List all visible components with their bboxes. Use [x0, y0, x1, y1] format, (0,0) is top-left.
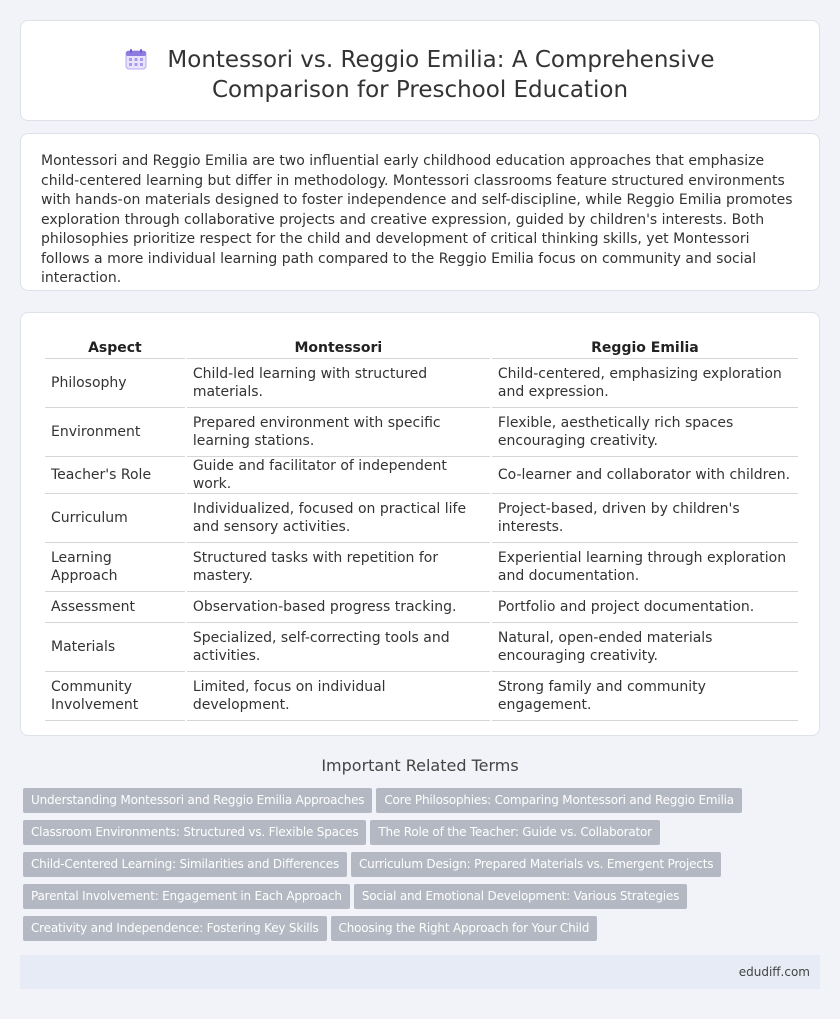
- related-term-link[interactable]: The Role of the Teacher: Guide vs. Collaborator: [370, 820, 660, 845]
- cell-montessori: Individualized, focused on practical life and sensory activities.: [187, 494, 490, 543]
- intro-paragraph: Montessori and Reggio Emilia are two influential early childhood education approaches that emphasize child-centered learning but differ in methodology. Montessori classrooms feature structured environments with hands-on materials designed to foster independence and self-discipline, while Reggio Emilia promotes exploration through collaborative projects and creative expression, guided by children's interests. Both philosophies prioritize respect for the child and development of critical thinking skills, yet Montessori follows a more individual learning path compared to the Reggio Emilia focus on community and social interaction.: [41, 153, 793, 286]
- related-term-link[interactable]: Creativity and Independence: Fostering Key Skills: [23, 916, 327, 941]
- footer-site-link[interactable]: edudiff.com: [738, 965, 810, 979]
- related-terms-list: [23, 788, 823, 948]
- cell-reggio-emilia: Portfolio and project documentation.: [492, 592, 798, 623]
- cell-montessori: Prepared environment with specific learning stations.: [187, 408, 490, 457]
- related-term-link[interactable]: Understanding Montessori and Reggio Emilia Approaches: [23, 788, 372, 813]
- cell-montessori: Specialized, self-correcting tools and activities.: [187, 623, 490, 672]
- cell-reggio-emilia: Project-based, driven by children's interests.: [492, 494, 798, 543]
- cell-reggio-emilia: Co-learner and collaborator with children.: [492, 457, 798, 494]
- table-header-row: [45, 333, 798, 359]
- intro-card: [20, 133, 820, 291]
- cell-aspect: Curriculum: [45, 494, 185, 543]
- cell-aspect: Philosophy: [45, 359, 185, 408]
- related-term-link[interactable]: Core Philosophies: Comparing Montessori and Reggio Emilia: [376, 788, 742, 813]
- related-term-link[interactable]: Classroom Environments: Structured vs. Flexible Spaces: [23, 820, 366, 845]
- cell-aspect: Environment: [45, 408, 185, 457]
- related-term-link[interactable]: Curriculum Design: Prepared Materials vs. Emergent Projects: [351, 852, 721, 877]
- cell-reggio-emilia: Experiential learning through exploration and documentation.: [492, 543, 798, 592]
- page-title-text: Montessori vs. Reggio Emilia: A Comprehensive Comparison for Preschool Education: [167, 47, 715, 103]
- table-row: [45, 359, 798, 408]
- table-row: [45, 494, 798, 543]
- table-row: [45, 457, 798, 494]
- related-term-link[interactable]: Choosing the Right Approach for Your Child: [331, 916, 598, 941]
- cell-reggio-emilia: Natural, open-ended materials encouraging creativity.: [492, 623, 798, 672]
- cell-aspect: Teacher's Role: [45, 457, 185, 494]
- table-row: [45, 543, 798, 592]
- cell-aspect: Materials: [45, 623, 185, 672]
- cell-reggio-emilia: Strong family and community engagement.: [492, 672, 798, 721]
- table-row: [45, 672, 798, 721]
- cell-montessori: Limited, focus on individual development.: [187, 672, 490, 721]
- cell-aspect: Learning Approach: [45, 543, 185, 592]
- cell-montessori: Child-led learning with structured materials.: [187, 359, 490, 408]
- header-card: [20, 20, 820, 121]
- cell-aspect: Assessment: [45, 592, 185, 623]
- cell-montessori: Structured tasks with repetition for mastery.: [187, 543, 490, 592]
- related-term-link[interactable]: Social and Emotional Development: Various Strategies: [354, 884, 687, 909]
- table-row: [45, 623, 798, 672]
- cell-reggio-emilia: Child-centered, emphasizing exploration and expression.: [492, 359, 798, 408]
- table-row: [45, 592, 798, 623]
- header-aspect: Aspect: [45, 333, 185, 359]
- cell-montessori: Observation-based progress tracking.: [187, 592, 490, 623]
- header-reggio-emilia: Reggio Emilia: [492, 333, 798, 359]
- comparison-table: [43, 333, 800, 721]
- related-terms-heading: Important Related Terms: [321, 756, 519, 775]
- cell-aspect: Community Involvement: [45, 672, 185, 721]
- related-term-link[interactable]: Child-Centered Learning: Similarities and Differences: [23, 852, 347, 877]
- header-montessori: Montessori: [187, 333, 490, 359]
- comparison-table-card: [20, 312, 820, 736]
- cell-montessori: Guide and facilitator of independent work.: [187, 457, 490, 494]
- table-row: [45, 408, 798, 457]
- related-term-link[interactable]: Parental Involvement: Engagement in Each Approach: [23, 884, 350, 909]
- footer: [20, 955, 820, 989]
- page-title: [61, 45, 779, 105]
- calendar-icon: [125, 48, 147, 70]
- cell-reggio-emilia: Flexible, aesthetically rich spaces encouraging creativity.: [492, 408, 798, 457]
